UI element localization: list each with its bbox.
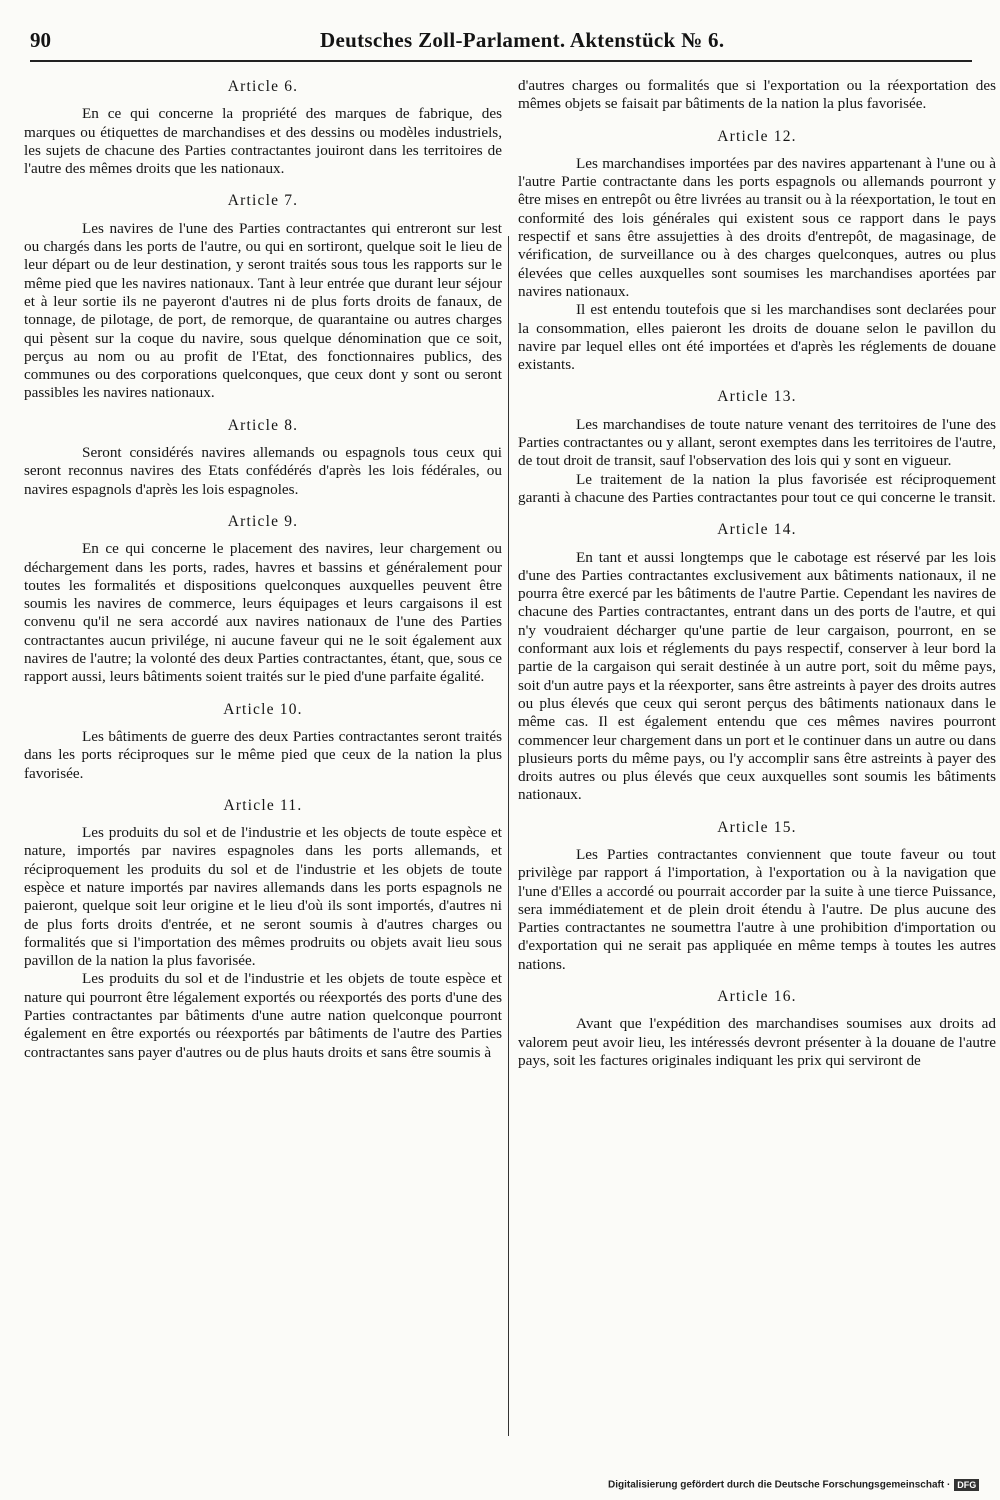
- article-paragraph: Les marchandises de toute nature venant des territoires de l'une des Parties contractantes ou y allant, seront exemptes dans les territoires de l'autre, de tout droit de transit, sauf l'observation des lois qui y sont en vigueur.: [518, 415, 996, 470]
- article-heading: Article 6.: [227, 78, 299, 95]
- article-heading: Article 10.: [223, 700, 303, 718]
- left-column: [24, 68, 502, 1062]
- dfg-logo: DFG: [954, 1479, 979, 1491]
- article-paragraph: Les produits du sol et de l'industrie et les objets de toute espèce et nature qui pourront être légalement exportés ou réexportés des ports d'une des Parties contractantes par bâtiments d'une autre nation quelconque pourront également en être exportés ou réexportés par bâtiments de l'autre des Parties contractantes sans payer d'autres ou de plus hauts droits et sans être soumis à: [24, 970, 502, 1061]
- article-paragraph: En ce qui concerne le placement des navires, leur chargement ou déchargement dans les ports, rades, havres et bassins et généralement pour toutes les formalités et dispositions quelconques auxquelles peuvent être soumis les navires de commerce, leurs équipages et leurs cargaisons il est convenu qu'il ne sera accordé aux navires nationaux de l'une des Parties contractantes aucun privilége, ni aucune faveur qui ne le soit également aux navires de l'autre; la volonté des deux Parties contractantes, étant, que, sous ce rapport aussi, leurs bâtiments soient traités sur le pied d'une parfaite égalité.: [24, 540, 502, 686]
- article-heading: Article 12.: [717, 127, 797, 145]
- article-paragraph: Seront considérés navires allemands ou espagnols tous ceux qui seront reconnus navires des Etats confédérés d'après les lois fédérales, ou navires espagnols d'après les lois espagnoles.: [24, 444, 502, 498]
- page-number: 90: [30, 28, 51, 52]
- article-paragraph: Les produits du sol et de l'industrie et les objects de toute espèce et nature, importés par navires espagnoles dans les ports allemands, et réciproquement les produits du sol et de l'industrie et les objets de toute espèce et nature importés par navires allemands dans les ports espagnols ne paieront, quelque soit leur origine et le lieu d'où ils sont importés, d'autres ni de plus forts droits d'entrée, et ne seront soumis à d'autres charges ou formalités que si l'importation des mêmes prodruits ou objets avait lieu sous pavillon de la nation la plus favorisée.: [24, 824, 502, 970]
- article-paragraph: Les bâtiments de guerre des deux Parties contractantes seront traités dans les ports réciproques sur le même pied que ceux de la nation la plus favorisée.: [24, 727, 502, 782]
- article-heading: Article 14.: [717, 521, 797, 539]
- article-heading: Article 7.: [227, 192, 299, 210]
- article-heading: Article 13.: [717, 388, 797, 406]
- article-heading: Article 15.: [717, 818, 797, 836]
- article-heading: Article 11.: [223, 796, 303, 814]
- article-paragraph: Avant que l'expédition des marchandises soumises aux droits ad valorem peut avoir lieu, les intéressés devront présenter à la douane de l'autre pays, soit les factures originales indiquant les prix qui serviront de: [518, 1015, 996, 1069]
- continued-paragraph: d'autres charges ou formalités que si l'exportation ou la réexportation des mêmes objets se faisait par bâtiments de la nation la plus favorisée.: [518, 77, 996, 113]
- column-divider: [508, 236, 509, 1436]
- article-heading: Article 8.: [227, 416, 299, 434]
- article-heading: Article 9.: [227, 512, 299, 530]
- article-paragraph: Les Parties contractantes conviennent que toute faveur ou tout privilège par rapport á l'importation, à l'exportation ou à la navigation que l'une d'Elles a accordé ou pourrait accorder par la suite à une tierce Puissance, sera immédiatement et de plein droit étendu à l'autre. De plus aucune des Parties contractantes ne soumettra l'autre à une prohibition d'importation ou d'exportation qui ne serait pas appliquée en même temps à toutes les autres nations.: [518, 845, 996, 973]
- article-heading: Article 16.: [717, 988, 797, 1006]
- article-paragraph: En ce qui concerne la propriété des marques de fabrique, des marques ou étiquettes de marchandises et des dessins ou modèles industriels, les sujets de chacune des Parties contractantes jouiront dans les territoires de l'autre des mêmes droits que les nationaux.: [24, 105, 502, 178]
- footer-credit: Digitalisierung gefördert durch die Deutsche Forschungsgemeinschaft ·: [608, 1479, 951, 1491]
- article-paragraph: Il est entendu toutefois que si les marchandises sont declarées pour la consommation, elles paieront les droits de douane selon le pavillon du navire par lequel elles ont été importées et d'après les réglements de douane existants.: [518, 301, 996, 374]
- article-paragraph: En tant et aussi longtemps que le cabotage est réservé par les lois d'une des Parties contractantes exclusivement aux bâtiments nationaux, il ne pourra être exercé par les bâtiments de l'autre Partie. Cependant les navires de chacune des Parties contractantes, entrant dans un des ports de l'autre, et qui n'y voudraient décharger qu'une partie de leur cargaison, pourront, en se conformant aux lois et réglements du pays respectif, conserver à leur bord la partie de la cargaison qui serait destinée à un autre port, soit du même pays, soit d'un autre pays et la réexporter, sans être astreints à payer des droits autres ou plus élevés que ceux qui seront perçus des bâtiments nationaux dans le même cas. Il est également entendu que ces mêmes navires pourront commencer leur chargement dans un port et le continuer dans un autre ou dans plusieurs ports du même pays, ou l'y accomplir sans être astreints à payer des droits autres ou plus élevés que ceux auxquelles sont soumis les bâtiments nationaux.: [518, 548, 996, 804]
- running-title: Deutsches Zoll-Parlament. Aktenstück № 6.: [320, 28, 725, 52]
- header-rule: [30, 60, 972, 62]
- right-column: [518, 77, 996, 1070]
- article-paragraph: Le traitement de la nation la plus favorisée est réciproquement garanti à chacune des Parties contractantes pour tout ce qui concerne le transit.: [518, 470, 996, 506]
- article-paragraph: Les navires de l'une des Parties contractantes qui entreront sur lest ou chargés dans les ports de l'autre, ou qui en sortiront, quelque soit le lieu de leur départ ou de leur destination, y seront traités sous tous les rapports sur le même pied que les navires nationaux. Tant à leur entrée que durant leur séjour et à leur sortie ils ne payeront d'autres ni de plus forts droits de fanaux, de tonnage, de pilotage, de port, de remorque, de quarantaine ou autres charges qui pèsent sur la coque du navire, sous quelque dénomination que ce soit, perçus au nom ou au profit de l'Etat, des fonctionnaires publics, des communes ou des corporations quelconques, que ceux dont y sont ou seront passibles les navires nationaux.: [24, 219, 502, 402]
- article-paragraph: Les marchandises importées par des navires appartenant à l'une ou à l'autre Partie contractante dans les ports espagnols ou allemands pourront y être mises en entrepôt ou être livrées au transit ou à la réexportation, le tout en conformité des lois générales qui existent sous ce rapport dans le pays respectif et sans être assujetties à des droits d'entrepôt, de magasinage, de vérification, de surveillance ou à des charges quelconques, autres ou plus élevées que celles auxquelles sont soumises les marchandises aportées par navires nationaux.: [518, 154, 996, 300]
- page-header: [30, 28, 970, 58]
- digitization-footer: [608, 1479, 979, 1491]
